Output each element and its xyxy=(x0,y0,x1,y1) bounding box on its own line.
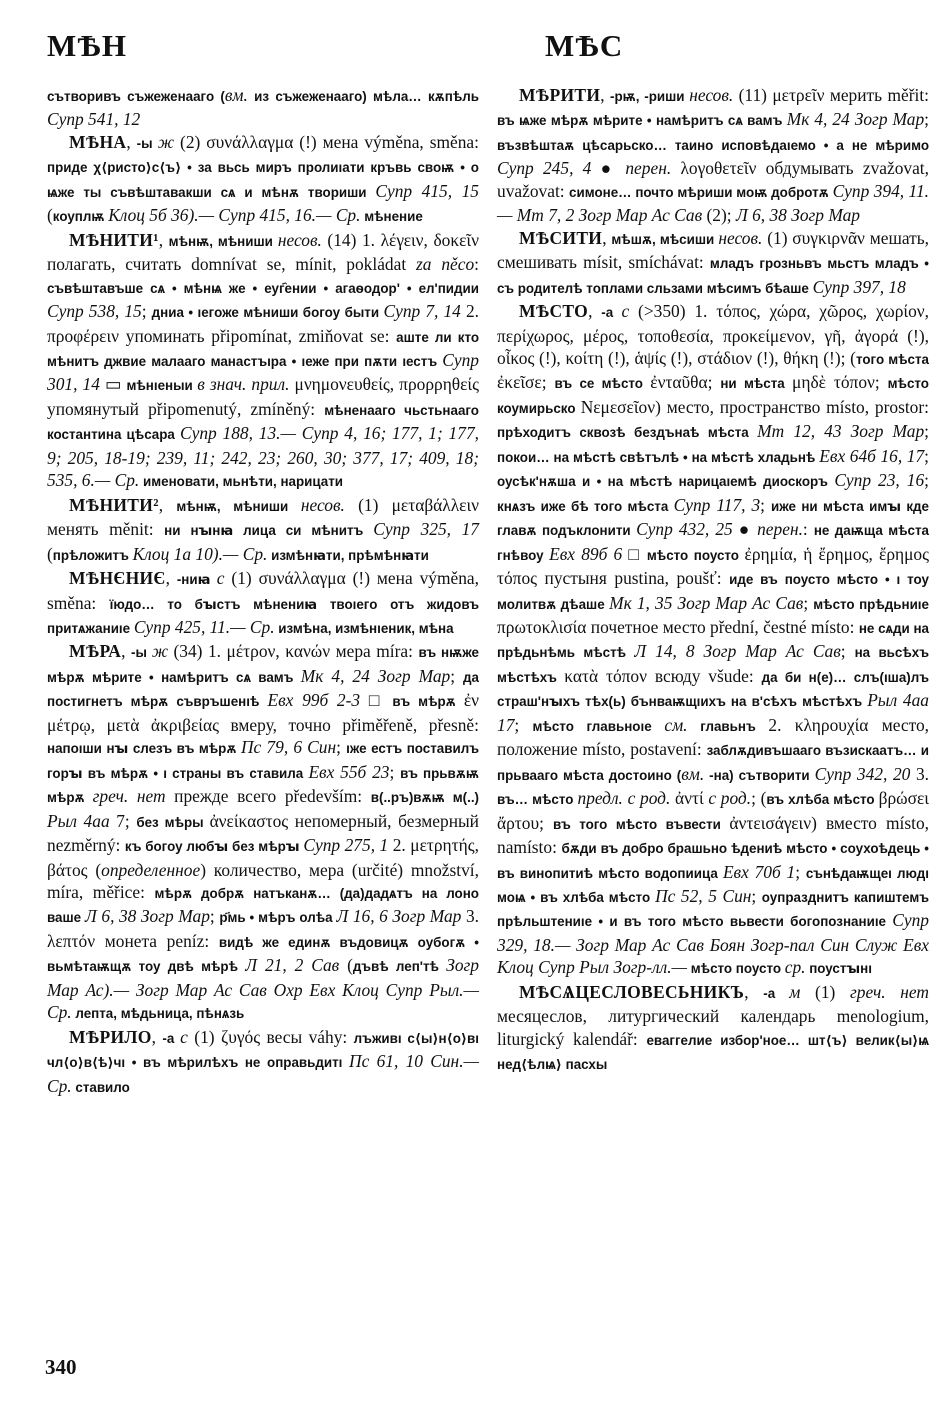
gloss-text: 7; xyxy=(109,810,137,831)
gloss-text: λογοθετεῖν обдумывать zvažovat, uvažovat: xyxy=(497,158,929,201)
italic-reference: Евх 70б 1 xyxy=(722,861,796,882)
italic-reference: Супр 7, 14 xyxy=(383,301,461,322)
gloss-text: (1) συνάλλαγμα (!) мена výměna, směna: xyxy=(47,568,479,613)
gloss-text: : xyxy=(474,254,480,275)
headword: МѢСѦЦЕСЛОВЕСЬНИКЪ xyxy=(519,981,745,1002)
gloss-text: (2) συνάλλαγμα (!) мена výměna, směna: xyxy=(174,131,479,152)
gloss-text: (1) xyxy=(800,981,851,1002)
gloss-text: 2. μετρητής, βάτος ( xyxy=(47,835,479,880)
gloss-text: μνημονευθείς, προρρηθείς упомянутый připomenutý, zmíněný: xyxy=(47,374,479,419)
headword: МѢНА xyxy=(69,131,127,152)
slavonic-text: -ы xyxy=(131,645,152,661)
gloss-text: ἀνείκαστος непомерный, безмерный nezměrný: xyxy=(47,810,479,856)
gloss-text: ( xyxy=(47,205,53,226)
slavonic-text: въ ѩже мѣрѫ мѣрите • намѣритъ сѧ вамъ xyxy=(497,113,787,129)
gloss-text: ἐρημία, ἡ ἔρημος, ἔρημος τόπος пустыня pustina, poušť: xyxy=(497,543,930,589)
italic-reference: Зогр Мар Ас).— Зогр Мар Ас Сав Охр Евх Клоц Супр Рыл.— Ср. xyxy=(47,955,480,1023)
italic-reference: Клоц 5б 36).— Супр 415, 16.— Ср. xyxy=(108,205,361,226)
italic-reference: Супр 541, 12 xyxy=(47,109,141,130)
italic-reference: Л 21, 2 Сав xyxy=(245,955,340,976)
italic-reference: ср. xyxy=(784,957,806,978)
gloss-text: ; xyxy=(924,109,929,130)
dictionary-entry xyxy=(497,227,929,300)
italic-reference: Супр 23, 16 xyxy=(834,470,925,491)
slavonic-text: сътворивъ съжеженаaго ( xyxy=(47,89,225,104)
gloss-text: ) количество, мера (určité) množství, míra, měřice: xyxy=(47,859,479,902)
gloss-text: , xyxy=(158,229,169,250)
gloss-text: πρωτοκλισία почетное место přední, čestné místo: xyxy=(497,616,859,637)
gloss-text: , xyxy=(121,641,132,662)
slavonic-text: еваггелие избор'ное… шт⟨ъ⟩ велик⟨ы⟩ѩ нед⟨ѣлѩ⟩ пасхы xyxy=(497,1032,929,1073)
slavonic-text: прѣложитъ xyxy=(52,547,133,563)
gloss-text: (>350) 1. τόπος, χώρα, χῶρος, χωρίον, περίχωρος, μέρος, τοποθεσία, προκείμενον, γῆ, ἀγορά (!), οἶκος (!), κοίτη (!), ἁψίς (!), στάδιον (!), θήκη (!); ( xyxy=(497,301,929,368)
gloss-text: месяцеслов, литургический календарь menologium, liturgický kalendář: xyxy=(497,1006,929,1049)
headword: МѢРА xyxy=(69,641,122,662)
slavonic-text: иже ни мѣста имꙑ кде главѫ подъклонити xyxy=(497,498,929,539)
slavonic-text: мѣсто главьноıе xyxy=(532,718,665,734)
slavonic-text: -а xyxy=(763,985,790,1001)
headword: МѢНЄНИЄ xyxy=(69,568,166,589)
slavonic-text: въ прьвѫѭ мѣрѫ xyxy=(47,765,479,806)
headword: МѢНИТИ² xyxy=(69,494,159,515)
entry-continuation xyxy=(47,84,479,131)
italic-reference: предл. с род. xyxy=(577,788,671,809)
italic-reference: Мк 4, 24 Зогр Мар xyxy=(300,665,451,686)
headword: МѢРИТИ xyxy=(519,85,601,105)
gloss-text: ; xyxy=(924,421,929,442)
gloss-text: , xyxy=(151,1026,163,1047)
slavonic-text: лъживı с⟨ы⟩н⟨о⟩вı чл⟨о⟩в⟨ѣ⟩чı • въ мѣрилѣхъ не оправьдитı xyxy=(47,1030,479,1071)
slavonic-text: на вьсѣхъ мѣстѣхъ xyxy=(497,645,929,685)
slavonic-text: бѫди въ добро брашьно ѣдениѣ мѣсто • соухоѣдець • въ винопитиѣ мѣсто водопиица xyxy=(497,841,929,881)
italic-reference: Супр 188, 13.— Супр 4, 16; 177, 1; 177, 9; 205, 18-19; 239, 11; 242, 23; 260, 30; 377, 17; 409, 18; 535, 6.— Ср. xyxy=(47,423,479,491)
slavonic-text: їюдо… то бꙑстъ мѣнениꙗ твоıего отъ жидовъ притѧжаниıе xyxy=(47,596,479,636)
italic-reference: Клоц 1а 10).— Ср. xyxy=(132,543,268,564)
page-number: 340 xyxy=(45,1355,77,1379)
slavonic-text: оусѣк'нѫша и • на мѣстѣ нарицаıемѣ диоскоръ xyxy=(497,474,835,490)
italic-reference: Супр 245, 4 xyxy=(497,158,592,179)
gloss-text: , xyxy=(158,494,177,515)
slavonic-text: поустꙑнı xyxy=(805,961,872,977)
slavonic-text: не даѭща мѣста гнѣвоу xyxy=(497,523,929,563)
slavonic-text: напоıши нꙑ слезъ въ мѣрѫ xyxy=(47,741,241,757)
gloss-text: ( xyxy=(339,955,353,976)
italic-reference: Мт 12, 43 Зогр Мар xyxy=(757,421,925,442)
italic-reference: Супр 397, 18 xyxy=(812,276,906,297)
slavonic-text: кнѧзъ иже бѣ того мѣста xyxy=(497,498,674,514)
italic-reference: Мк 1, 35 Зогр Мар Ас Сав xyxy=(609,592,804,613)
italic-reference: Евх 99б 2-3 xyxy=(267,690,361,711)
slavonic-text: видѣ же единѫ въдовицѫ оубогѫ • вьмѣтаѭщѫ тоу двѣ мѣрѣ xyxy=(47,934,479,975)
italic-reference: Супр 325, 17 xyxy=(373,519,479,540)
gloss-text: ἐνταῦθα; xyxy=(650,372,721,393)
slavonic-text: съвѣштавъше сѧ • мѣнѩ же • еуг҄ении • агаѳодор' • ел'пидии xyxy=(47,280,479,296)
dictionary-entry xyxy=(497,981,929,1077)
dictionary-entry xyxy=(47,229,479,494)
running-head-right: МѢС xyxy=(545,28,624,63)
gloss-text: ἐκεῖσε; xyxy=(497,372,555,393)
italic-reference: несов. xyxy=(300,494,345,515)
gloss-text: βρώσει ἄρτου; xyxy=(497,788,929,833)
gloss-text: ; ( xyxy=(751,788,767,809)
italic-reference: греч. нет xyxy=(92,786,166,807)
slavonic-text: въ того мѣсто въвести xyxy=(553,816,730,832)
gloss-text: : xyxy=(802,519,814,540)
slavonic-text: ıже естъ поставилъ горꙑ въ мѣрѫ • ı страны въ ставила xyxy=(47,741,479,781)
gloss-text: , xyxy=(600,85,610,105)
headword: МѢСТО xyxy=(519,301,589,322)
slavonic-text: симоне… почто мѣриши моѭ добротѫ xyxy=(569,184,833,200)
italic-reference: вм. xyxy=(681,763,705,784)
slavonic-text: коуплѭ xyxy=(52,209,109,225)
slavonic-text: ставило xyxy=(71,1079,130,1095)
italic-reference: перен. xyxy=(757,519,803,540)
slavonic-text: без мѣры xyxy=(136,814,210,830)
slavonic-text: дниа • ıегоже мѣниши богоу быти xyxy=(151,305,384,321)
italic-reference: Евх 89б 6 xyxy=(549,543,623,564)
gloss-text: , xyxy=(126,131,137,152)
italic-reference: Л 16, 6 Зогр Мар xyxy=(336,906,462,927)
gloss-text: , xyxy=(588,301,602,322)
slavonic-text: аште ли кто мѣнитъ джвие малаaго манастъıра • ıеже при пѫти ıестъ xyxy=(47,329,479,369)
italic-reference: греч. нет xyxy=(850,981,929,1002)
slavonic-text: из съжеженаaго) мѣла… кѫпѣль xyxy=(247,89,479,104)
slavonic-text: приде χ⟨ристо⟩с⟨ъ⟩ • за вьсь миръ пролиıати кръвь своѭ • о ѩже ты съвѣштавакши сѧ и мѣнѫ твориши xyxy=(47,160,479,200)
slavonic-text: мѣнение xyxy=(360,209,423,225)
slavonic-text: възвѣштаѫ цѣсарьско… таино исповѣдаıемо • а не мѣримо xyxy=(497,137,929,153)
italic-reference: несов. xyxy=(718,227,763,248)
italic-reference: Рыл 4аа 17 xyxy=(497,690,929,735)
italic-reference: Супр 342, 20 xyxy=(814,763,911,784)
italic-reference: ж xyxy=(151,641,168,662)
slavonic-text: -а xyxy=(601,305,622,321)
gloss-text: (1) ζυγός весы váhy: xyxy=(187,1026,354,1047)
gloss-text: ; xyxy=(760,494,771,515)
italic-reference: Супр 394, 11.— Мт 7, 2 Зогр Мар Ас Сав xyxy=(497,180,929,226)
italic-reference: Супр 538, 15 xyxy=(47,301,142,322)
gloss-text: ▭ xyxy=(99,374,127,395)
italic-reference: в знач. прил. xyxy=(197,374,290,395)
italic-reference: Л 14, 8 Зогр Мар Ас Сав xyxy=(634,641,841,662)
gloss-text: ; xyxy=(389,761,401,782)
italic-reference: Супр 432, 25 xyxy=(636,519,733,540)
slavonic-text: въ мѣрѫ xyxy=(392,694,464,710)
gloss-text: κατὰ τόπον всюду všude: xyxy=(564,665,762,686)
gloss-text: □ xyxy=(622,543,647,564)
gloss-text: (34) 1. μέτρον, κανών мера míra: xyxy=(168,641,419,662)
italic-reference: Евх 55б 23 xyxy=(308,761,390,782)
slavonic-text: именовати, мьнѣти, нарицати xyxy=(139,474,344,490)
slavonic-text: лепта, мѣдьница, пѣнѧзь xyxy=(71,1006,245,1022)
gloss-text: , xyxy=(602,227,612,248)
slavonic-text: иде въ поусто мѣсто • ı тоу молитвѫ дѣаше xyxy=(497,572,929,612)
slavonic-text: -рѭ, -риши xyxy=(610,89,690,104)
dictionary-entry xyxy=(47,1026,479,1099)
dictionary-entry xyxy=(47,640,479,1025)
gloss-text: ; xyxy=(924,445,930,466)
italic-reference: Евх 64б 16, 17 xyxy=(819,445,925,466)
italic-reference: несов. xyxy=(689,85,734,105)
slavonic-text: мѣсто коумирьско xyxy=(497,376,929,416)
gloss-text: ; xyxy=(514,714,533,735)
dictionary-entry xyxy=(497,300,929,981)
italic-reference: Пс 61, 10 Син.— Ср. xyxy=(47,1051,480,1096)
gloss-text: , xyxy=(744,981,764,1002)
running-head-left: МѢН xyxy=(47,28,128,63)
italic-reference: Супр 415, 15 xyxy=(375,180,480,201)
italic-reference: с xyxy=(180,1026,188,1047)
italic-reference: Супр 425, 11.— Ср. xyxy=(133,616,275,637)
gloss-text: (2); xyxy=(702,205,736,226)
italic-reference: см. xyxy=(664,714,688,735)
headword: МѢНИТИ¹ xyxy=(69,229,159,250)
gloss-text: 3. xyxy=(910,763,929,784)
slavonic-text: в(..ръ)вѫѭ м(..) xyxy=(370,790,480,806)
slavonic-text: мѣшѫ, мѣсиши xyxy=(611,231,719,247)
gloss-text: ; xyxy=(336,737,347,758)
gloss-text: ; xyxy=(751,885,762,906)
slavonic-text: да би н(е)… слъ(ıша)лъ страш'нꙑхъ тѣх(ь) бънваѭщıихъ на в'сѣхъ мѣстѣхъ xyxy=(497,669,930,710)
slavonic-text: въ хлѣба мѣсто xyxy=(766,792,879,808)
gloss-text: ( xyxy=(47,543,53,564)
dictionary-entry xyxy=(47,494,479,567)
slavonic-text: мѣсто поусто xyxy=(687,961,785,977)
gloss-text: прежде всего především: xyxy=(165,786,371,807)
italic-reference: za něco xyxy=(416,254,475,275)
slavonic-text: ни нꙑнꙗ лица си мѣнитъ xyxy=(164,523,374,539)
slavonic-text: въ се мѣсто xyxy=(554,376,651,392)
slavonic-text: измѣна, измѣнıеник, мѣна xyxy=(274,620,454,636)
slavonic-text: мѣсто прѣдьниıе xyxy=(813,596,929,612)
slavonic-text: покои… на мѣстѣ свѣтълѣ • на мѣстѣ хладьнѣ xyxy=(497,449,820,465)
slavonic-text: мѣрѫ добрѫ натъканѫ… (да)дадѧтъ на лоно ваше xyxy=(47,885,479,926)
slavonic-text: ни мѣста xyxy=(720,376,793,392)
gloss-text: 2. κληρουχία место, положение místo, postavení: xyxy=(497,714,929,760)
gloss-text: (1) συγκιρνᾶν мешать, смешивать mísit, smíchávat: xyxy=(497,227,929,273)
gloss-text: ἀντεισάγειν) вместо místo, namísto: xyxy=(497,812,929,858)
slavonic-text: оупразднитъ капиштемъ прѣльштениıе • и въ того мѣсто вьвести богопознаниıе xyxy=(497,889,929,930)
italic-reference: Пс 52, 5 Син xyxy=(655,885,752,906)
dictionary-entry xyxy=(47,567,479,640)
slavonic-text: не сѧди на прѣдьнѣмь мѣстѣ xyxy=(497,620,929,661)
slavonic-text: сънѣдаѭщеı людı моѩ • въ хлѣба мѣсто xyxy=(497,865,930,905)
slavonic-text: мѣнıеныи xyxy=(126,378,198,394)
gloss-text: ; xyxy=(141,301,152,322)
slavonic-text: р҃мь • мѣръ олѣа xyxy=(219,910,337,926)
italic-reference: Супр 329, 18.— Зогр Мар Ас Сав Боян Зогр-пал Син Служ Евх Клоц Супр Рыл Зогр-лл.— xyxy=(497,910,929,978)
slavonic-text: -а xyxy=(162,1030,181,1046)
slavonic-text: мѣнѭ, мѣниши xyxy=(168,233,278,249)
dictionary-entry xyxy=(497,84,929,227)
italic-reference: вм. xyxy=(224,85,248,105)
gloss-text: (11) μετρεῖν мерить měřit: xyxy=(733,85,929,105)
gloss-text: ; xyxy=(840,641,855,662)
italic-reference: ж xyxy=(157,131,175,152)
slavonic-text: да постигнетъ мѣрѫ съвръшенıѣ xyxy=(47,669,479,710)
slavonic-text: младъ грозньвъ мьстъ младъ • съ родителѣ топлами сльзами мѣсимъ бѣаше xyxy=(497,256,929,296)
gloss-text: 3. λεπτόν монета peníz: xyxy=(47,906,479,951)
gloss-text: 2. προφέρειν упоминать připomínat, zmiňovat se: xyxy=(47,301,479,346)
slavonic-text: заблѫдивъшааго възискаатъ… и прьвааго мѣста достоино ( xyxy=(497,743,930,783)
italic-reference: Супр 301, 14 xyxy=(47,349,479,395)
gloss-text: ἀντί xyxy=(670,788,709,809)
gloss-text: ; xyxy=(450,665,464,686)
dictionary-entry xyxy=(47,131,479,229)
italic-reference: Л 6, 38 Зогр Мар xyxy=(735,205,860,226)
gloss-text: ; xyxy=(924,470,929,491)
slavonic-text: мѣнѭ, мѣниши xyxy=(176,498,301,514)
slavonic-text: мѣненааго чьстьнааго костантина цѣсара xyxy=(47,402,479,443)
gloss-text: μηδὲ τόπον; xyxy=(792,372,888,393)
gloss-text: □ xyxy=(360,690,393,711)
slavonic-text: измѣнꙗти, прѣмѣнꙗти xyxy=(267,547,429,563)
italic-reference: определенное xyxy=(101,859,201,880)
slavonic-text: въ… мѣсто xyxy=(497,792,578,808)
slavonic-text: того мѣста xyxy=(855,351,929,367)
gloss-text: ; xyxy=(803,592,814,613)
gloss-text: ; xyxy=(209,906,220,927)
gloss-text: ● xyxy=(732,519,758,540)
headword: МѢСИТИ xyxy=(519,227,603,248)
gloss-text: Νεμεσεῖον) место, пространство místo, prostor: xyxy=(580,396,929,417)
slavonic-text: къ богоу любꙑ без мѣрꙑ xyxy=(124,839,304,855)
gloss-text: ; xyxy=(795,861,806,882)
italic-reference: с xyxy=(216,568,225,589)
gloss-text: , xyxy=(165,568,177,589)
italic-reference: Мк 4, 24 Зогр Мар xyxy=(786,109,925,130)
right-column xyxy=(497,84,929,1077)
italic-reference: Рыл 4аа xyxy=(47,810,110,831)
italic-reference: с xyxy=(621,301,630,322)
gloss-text: ● xyxy=(591,158,626,179)
italic-reference: Супр 117, 3 xyxy=(673,494,761,515)
slavonic-text: -на) сътворити xyxy=(704,767,815,783)
italic-reference: Пс 79, 6 Син xyxy=(240,737,337,758)
slavonic-text: главьнъ xyxy=(687,718,769,734)
gloss-text: ἐν μέτρῳ, μετὰ ἀκριβείας вмеру, точно přiměřeně, přesně: xyxy=(47,690,480,735)
left-column xyxy=(47,84,479,1099)
slavonic-text: -ниꙗ xyxy=(176,572,217,588)
italic-reference: несов. xyxy=(277,229,322,250)
headword: МѢРИЛО xyxy=(69,1026,152,1047)
slavonic-text: мѣсто поусто xyxy=(646,547,745,563)
gloss-text: (1) μεταβάλλειν менять měnit: xyxy=(47,494,479,540)
slavonic-text: прѣходитъ сквозѣ бездънаѣ мѣста xyxy=(497,425,758,441)
italic-reference: Супр 275, 1 xyxy=(303,835,389,856)
italic-reference: Л 6, 38 Зогр Мар xyxy=(85,906,210,927)
slavonic-text: въ нѭже мѣрѫ мѣрите • намѣритъ сѧ вамъ xyxy=(47,645,479,685)
slavonic-text: дъвѣ леп'тѣ xyxy=(352,959,447,975)
italic-reference: с род. xyxy=(708,788,752,809)
italic-reference: м xyxy=(789,981,801,1002)
slavonic-text: -ы xyxy=(136,135,158,151)
italic-reference: перен. xyxy=(625,158,672,179)
gloss-text: (14) 1. λέγειν, δοκεῖν полагать, считать domnívat se, mínit, pokládat xyxy=(47,229,479,275)
